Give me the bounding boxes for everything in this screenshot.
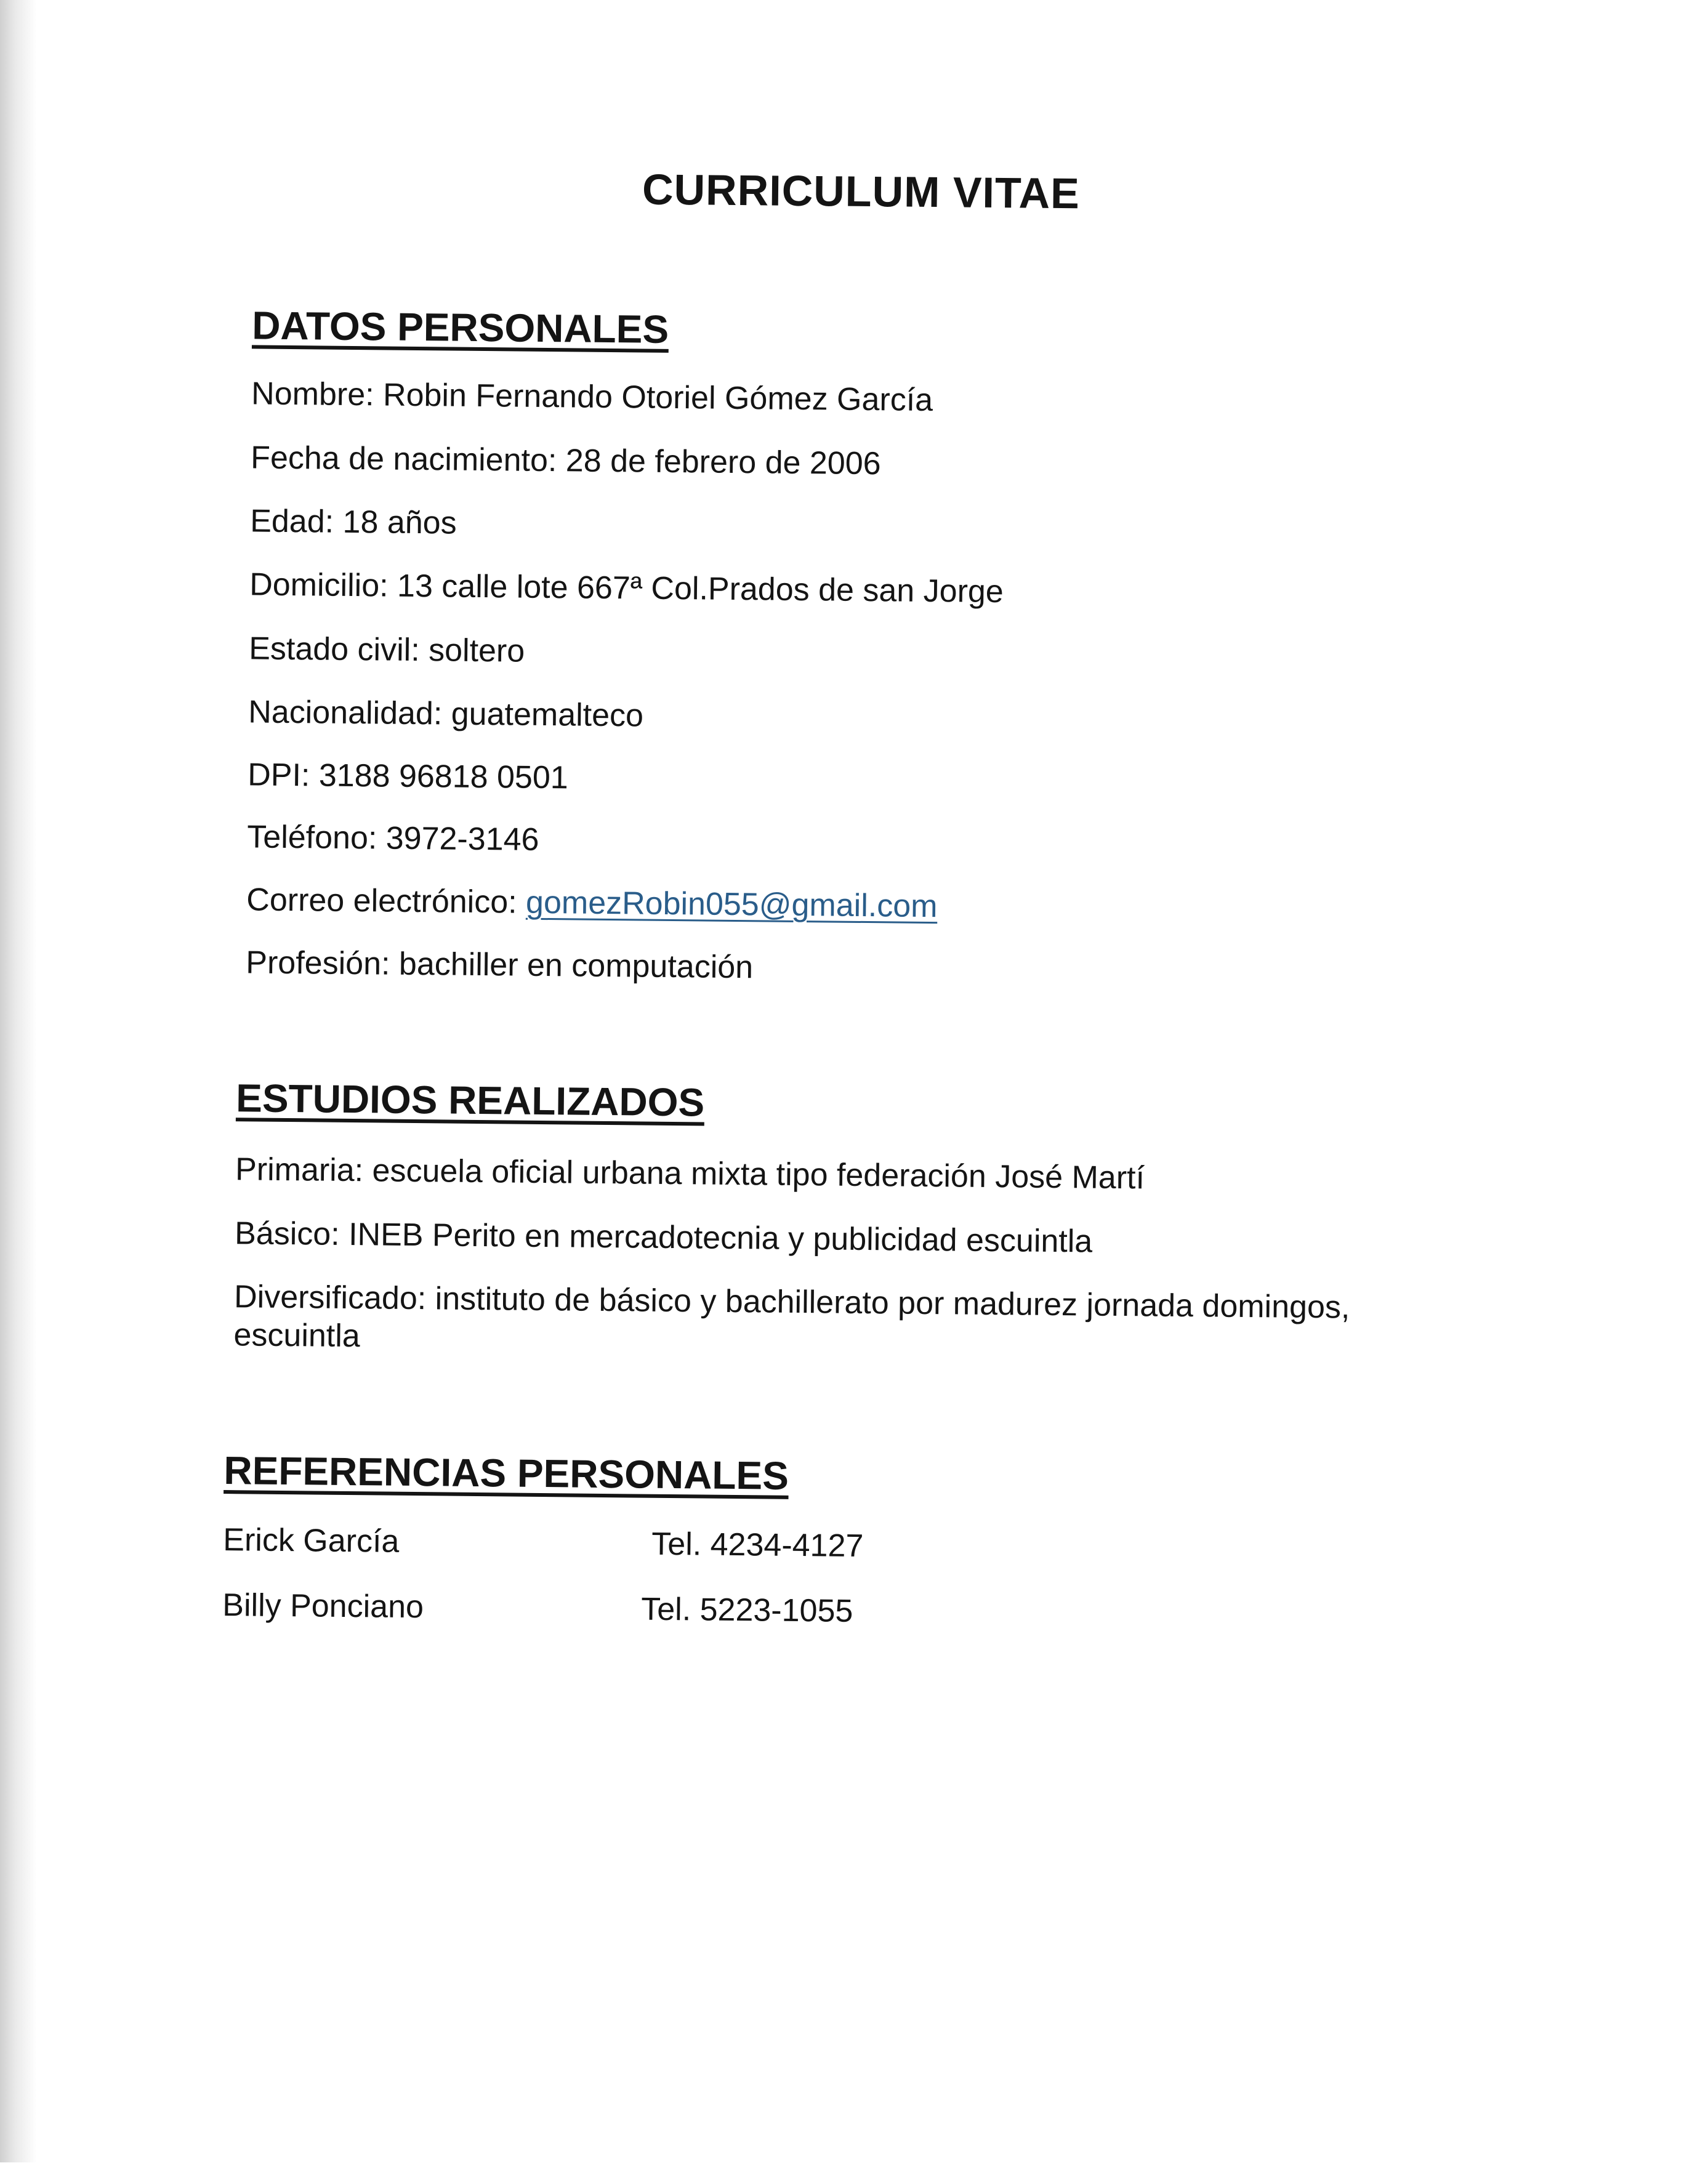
field-label: Teléfono: (247, 819, 377, 856)
email-link[interactable]: gomezRobin055@gmail.com (525, 884, 938, 925)
field-label: Profesión: (246, 945, 390, 982)
field-profesion (246, 944, 753, 986)
field-diversificado (234, 1278, 1350, 1326)
field-edad (250, 502, 457, 541)
field-nacionalidad (248, 693, 643, 734)
field-value: instituto de básico y bachillerato por madurez jornada domingos, (435, 1281, 1350, 1326)
section-heading-references: REFERENCIAS PERSONALES (224, 1448, 789, 1498)
field-fecha-nacimiento (251, 439, 881, 482)
reference-name: Erick García (223, 1522, 400, 1560)
field-nombre (251, 375, 933, 419)
field-value: bachiller en computación (398, 946, 754, 986)
field-value: 3972-3146 (385, 820, 539, 858)
field-value: soltero (428, 632, 525, 669)
field-dpi (248, 756, 568, 796)
field-value: 3188 96818 0501 (318, 757, 568, 796)
field-correo (246, 881, 938, 925)
field-primaria (235, 1151, 1145, 1196)
field-label: Fecha de nacimiento: (250, 440, 557, 479)
reference-phone: Tel. 5223-1055 (641, 1591, 853, 1629)
reference-name: Billy Ponciano (222, 1587, 424, 1625)
field-label: Nombre: (251, 376, 374, 413)
field-diversificado-continued: escuintla (233, 1317, 361, 1355)
field-basico (235, 1215, 1093, 1260)
field-value: 18 años (342, 504, 457, 541)
field-estado-civil (249, 630, 525, 669)
field-label: Correo electrónico: (246, 882, 517, 920)
field-value: guatemalteco (451, 696, 644, 734)
field-label: Domicilio: (249, 566, 389, 604)
field-label: Diversificado: (233, 1279, 427, 1317)
field-value: INEB Perito en mercadotecnia y publicidad escuintla (348, 1216, 1093, 1260)
field-value: Robin Fernando Otoriel Gómez García (382, 377, 933, 419)
field-label: Nacionalidad: (248, 694, 443, 732)
section-heading-studies: ESTUDIOS REALIZADOS (235, 1076, 705, 1125)
reference-phone: Tel. 4234-4127 (651, 1526, 864, 1565)
field-value: escuela oficial urbana mixta tipo federación José Martí (372, 1153, 1145, 1196)
field-label: Estado civil: (248, 630, 420, 669)
document-title: CURRICULUM VITAE (642, 165, 1081, 218)
field-telefono (247, 818, 539, 858)
field-value: 13 calle lote 667ª Col.Prados de san Jorge (397, 568, 1004, 610)
field-value: 28 de febrero de 2006 (565, 443, 881, 482)
field-domicilio (249, 566, 1004, 610)
section-heading-personal: DATOS PERSONALES (251, 303, 669, 352)
field-label: DPI: (247, 757, 310, 794)
field-label: Edad: (249, 503, 334, 540)
field-label: Primaria: (235, 1151, 364, 1189)
field-label: Básico: (234, 1215, 340, 1252)
